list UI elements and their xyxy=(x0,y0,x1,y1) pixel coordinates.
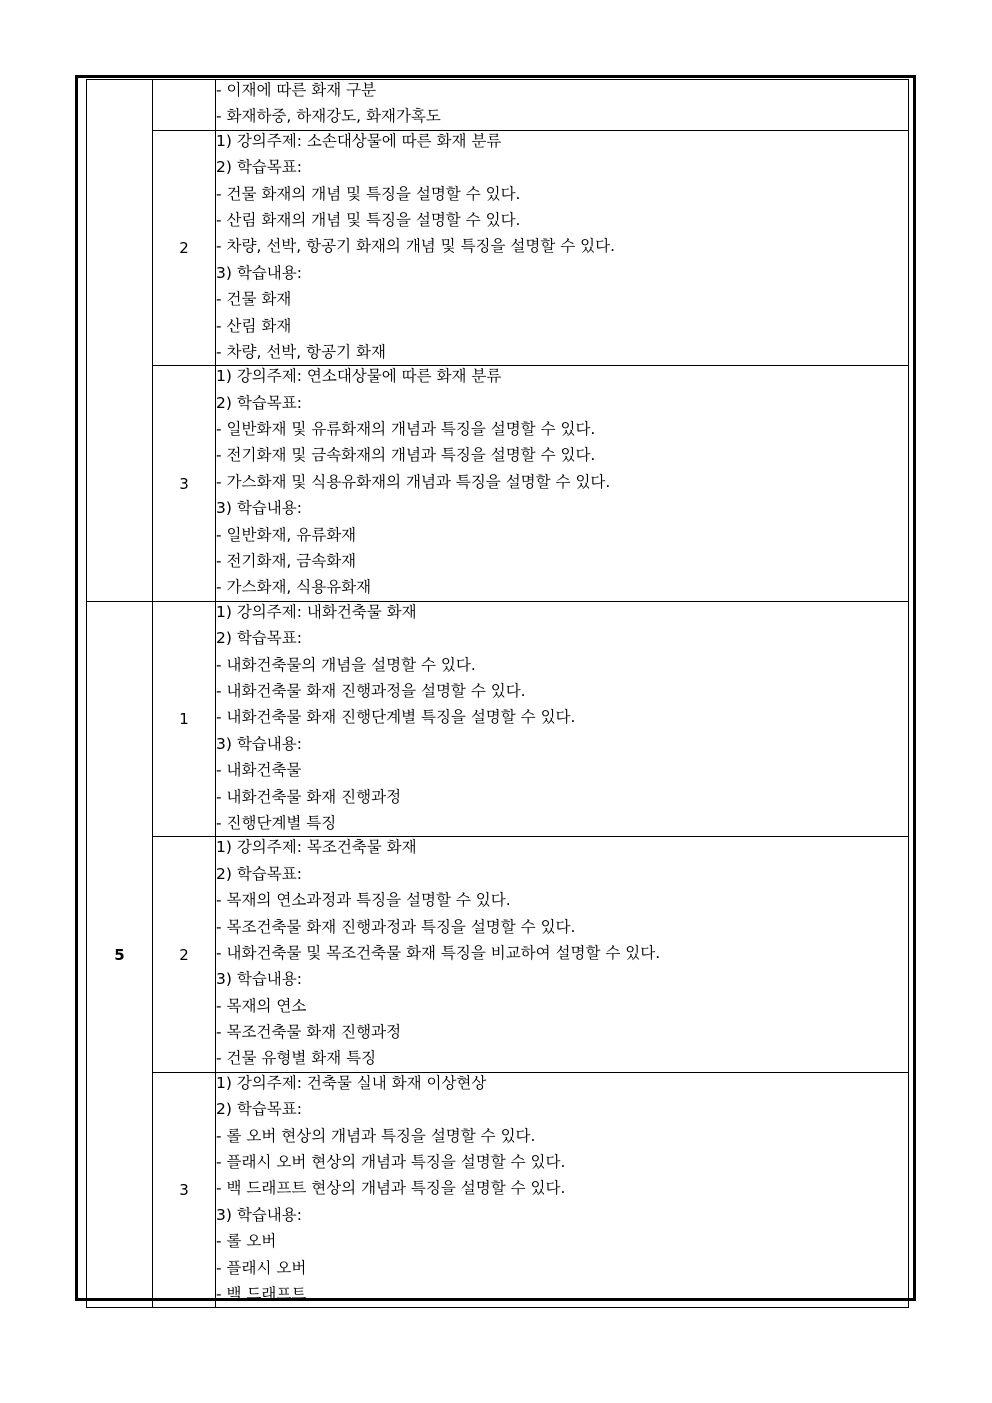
contents-heading: 3) 학습내용: xyxy=(216,734,302,753)
content-line: - 목재의 연소과정과 특징을 설명할 수 있다. xyxy=(216,891,511,910)
lecture-topic: 1) 강의주제: 연소대상물에 따른 화재 분류 xyxy=(216,367,502,386)
content-line: - 건물 화재 xyxy=(216,290,292,309)
session-cell: 2 xyxy=(153,837,216,1073)
contents-heading: 3) 학습내용: xyxy=(216,1205,302,1224)
content-line: - 가스화재 및 식용유화재의 개념과 특징을 설명할 수 있다. xyxy=(216,472,611,491)
content-cell xyxy=(216,130,909,366)
content-line: - 롤 오버 xyxy=(216,1232,277,1251)
content-cell xyxy=(216,366,909,602)
week-cell: 5 xyxy=(87,601,153,1308)
contents-heading: 3) 학습내용: xyxy=(216,970,302,989)
content-line: - 산림 화재의 개념 및 특징을 설명할 수 있다. xyxy=(216,210,521,229)
table-row xyxy=(87,130,909,366)
content-line: - 백 드래프트 xyxy=(216,1284,307,1303)
content-line: - 내화건축물의 개념을 설명할 수 있다. xyxy=(216,655,476,674)
content-line: - 일반화재, 유류화재 xyxy=(216,525,357,544)
content-line: - 플래시 오버 xyxy=(216,1258,307,1277)
content-cell xyxy=(216,601,909,837)
lecture-topic: 1) 강의주제: 내화건축물 화재 xyxy=(216,602,417,621)
content-line: - 목조건축물 화재 진행과정 xyxy=(216,1023,402,1042)
lecture-plan-table xyxy=(86,79,909,1308)
objectives-heading: 2) 학습목표: xyxy=(216,158,302,177)
session-cell: 3 xyxy=(153,1072,216,1308)
content-line: - 내화건축물 화재 진행과정 xyxy=(216,787,402,806)
table-row xyxy=(87,1072,909,1308)
content-line: - 내화건축물 화재 진행과정을 설명할 수 있다. xyxy=(216,681,526,700)
content-line: - 화재하중, 하재강도, 화재가혹도 xyxy=(216,107,441,126)
content-cell xyxy=(216,80,909,131)
content-line: - 건물 유형별 화재 특징 xyxy=(216,1049,377,1068)
content-line: - 이재에 따른 화재 구분 xyxy=(216,81,377,99)
session-cell: 3 xyxy=(153,366,216,602)
content-line: - 산림 화재 xyxy=(216,316,292,335)
session-cell xyxy=(153,80,216,131)
content-cell xyxy=(216,837,909,1073)
content-line: - 목재의 연소 xyxy=(216,996,307,1015)
session-cell: 2 xyxy=(153,130,216,366)
content-line: - 플래시 오버 현상의 개념과 특징을 설명할 수 있다. xyxy=(216,1153,566,1172)
content-line: - 내화건축물 및 목조건축물 화재 특징을 비교하여 설명할 수 있다. xyxy=(216,943,661,962)
objectives-heading: 2) 학습목표: xyxy=(216,393,302,412)
content-line: - 건물 화재의 개념 및 특징을 설명할 수 있다. xyxy=(216,184,521,203)
contents-heading: 3) 학습내용: xyxy=(216,499,302,518)
objectives-heading: 2) 학습목표: xyxy=(216,1100,302,1119)
content-line: - 내화건축물 화재 진행단계별 특징을 설명할 수 있다. xyxy=(216,708,576,727)
table-row xyxy=(87,837,909,1073)
week-cell xyxy=(87,80,153,602)
content-line: - 전기화재 및 금속화재의 개념과 특징을 설명할 수 있다. xyxy=(216,446,596,465)
content-line: - 백 드래프트 현상의 개념과 특징을 설명할 수 있다. xyxy=(216,1179,566,1198)
content-line: - 롤 오버 현상의 개념과 특징을 설명할 수 있다. xyxy=(216,1126,536,1145)
content-cell xyxy=(216,1072,909,1308)
content-line: - 가스화재, 식용유화재 xyxy=(216,578,372,597)
lecture-topic: 1) 강의주제: 건축물 실내 화재 이상현상 xyxy=(216,1073,487,1092)
lecture-topic: 1) 강의주제: 목조건축물 화재 xyxy=(216,838,417,857)
table-row xyxy=(87,601,909,837)
lecture-topic: 1) 강의주제: 소손대상물에 따른 화재 분류 xyxy=(216,131,502,150)
objectives-heading: 2) 학습목표: xyxy=(216,629,302,648)
content-line: - 전기화재, 금속화재 xyxy=(216,552,357,571)
session-cell: 1 xyxy=(153,601,216,837)
content-line: - 목조건축물 화재 진행과정과 특징을 설명할 수 있다. xyxy=(216,917,576,936)
table-row xyxy=(87,366,909,602)
objectives-heading: 2) 학습목표: xyxy=(216,864,302,883)
content-line: - 내화건축물 xyxy=(216,761,302,780)
content-line: - 차량, 선박, 항공기 화재의 개념 및 특징을 설명할 수 있다. xyxy=(216,237,616,256)
content-line: - 차량, 선박, 항공기 화재 xyxy=(216,342,386,361)
contents-heading: 3) 학습내용: xyxy=(216,263,302,282)
content-line: - 진행단계별 특징 xyxy=(216,813,337,832)
content-line: - 일반화재 및 유류화재의 개념과 특징을 설명할 수 있다. xyxy=(216,420,596,439)
table-row xyxy=(87,80,909,131)
